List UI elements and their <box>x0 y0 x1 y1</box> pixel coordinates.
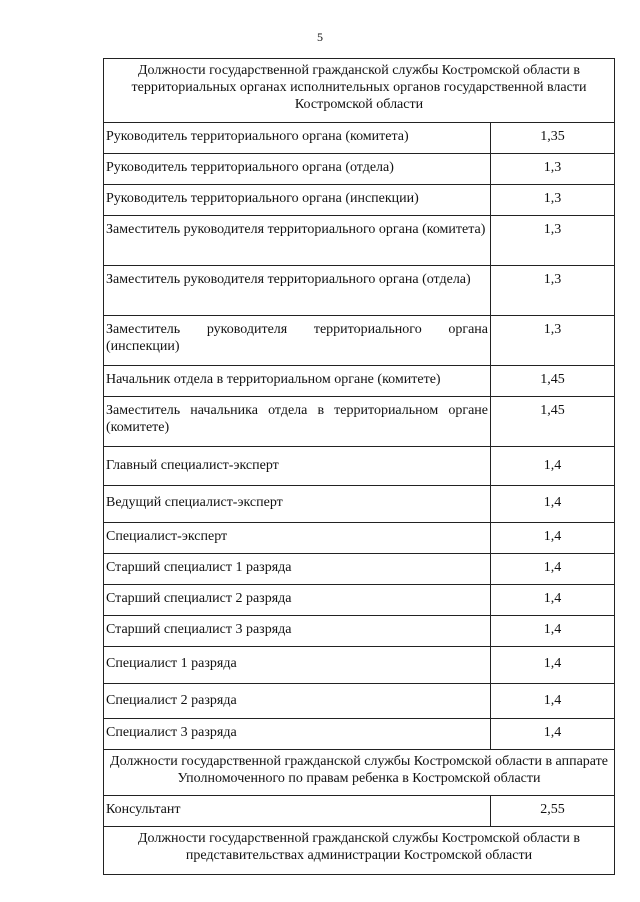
coefficient-value: 1,4 <box>491 554 615 585</box>
position-name: Старший специалист 1 разряда <box>104 554 491 585</box>
position-name: Специалист 1 разряда <box>104 647 491 684</box>
position-name: Консультант <box>104 796 491 827</box>
position-name: Начальник отдела в территориальном органе (комитете) <box>104 366 491 397</box>
position-name: Заместитель руководителя территориального органа (комитета) <box>104 216 491 266</box>
section-header: Должности государственной гражданской службы Костромской области в аппарате Уполномоченного по правам ребенка в Костромской области <box>104 750 615 796</box>
coefficient-value: 1,3 <box>491 185 615 216</box>
coefficient-value: 1,4 <box>491 647 615 684</box>
coefficient-value: 1,3 <box>491 266 615 316</box>
coefficient-value: 1,45 <box>491 397 615 447</box>
coefficient-value: 1,4 <box>491 523 615 554</box>
table-row <box>104 366 615 397</box>
coefficient-value: 1,4 <box>491 486 615 523</box>
table-row <box>104 216 615 266</box>
table-row <box>104 684 615 719</box>
table-row <box>104 123 615 154</box>
table-row <box>104 554 615 585</box>
section-header-row <box>104 750 615 796</box>
position-name: Старший специалист 2 разряда <box>104 585 491 616</box>
table-row <box>104 397 615 447</box>
coefficient-value: 2,55 <box>491 796 615 827</box>
position-name: Заместитель руководителя территориального органа (инспекции) <box>104 316 491 366</box>
coefficient-value: 1,4 <box>491 616 615 647</box>
position-name: Специалист 2 разряда <box>104 684 491 719</box>
table-row <box>104 266 615 316</box>
coefficient-value: 1,3 <box>491 154 615 185</box>
coefficient-value: 1,3 <box>491 316 615 366</box>
page-number: 5 <box>317 30 323 44</box>
coefficient-value: 1,4 <box>491 719 615 750</box>
table-row <box>104 154 615 185</box>
coefficient-value: 1,3 <box>491 216 615 266</box>
positions-table <box>103 58 615 875</box>
coefficient-value: 1,4 <box>491 585 615 616</box>
table-row <box>104 647 615 684</box>
table-row <box>104 796 615 827</box>
position-name: Руководитель территориального органа (инспекции) <box>104 185 491 216</box>
position-name: Старший специалист 3 разряда <box>104 616 491 647</box>
position-name: Заместитель руководителя территориального органа (отдела) <box>104 266 491 316</box>
coefficient-value: 1,4 <box>491 684 615 719</box>
coefficient-value: 1,4 <box>491 447 615 486</box>
coefficient-value: 1,35 <box>491 123 615 154</box>
table-row <box>104 185 615 216</box>
table-row <box>104 585 615 616</box>
position-name: Специалист 3 разряда <box>104 719 491 750</box>
position-name: Специалист-эксперт <box>104 523 491 554</box>
position-name: Главный специалист-эксперт <box>104 447 491 486</box>
position-name: Руководитель территориального органа (комитета) <box>104 123 491 154</box>
table-row <box>104 523 615 554</box>
table-row <box>104 719 615 750</box>
table-row <box>104 447 615 486</box>
table-row <box>104 316 615 366</box>
position-name: Руководитель территориального органа (отдела) <box>104 154 491 185</box>
section-header: Должности государственной гражданской службы Костромской области в территориальных органах исполнительных органов государственной власти Костромской области <box>104 59 615 123</box>
table-row <box>104 616 615 647</box>
position-name: Ведущий специалист-эксперт <box>104 486 491 523</box>
coefficient-value: 1,45 <box>491 366 615 397</box>
section-header-row <box>104 827 615 875</box>
position-name: Заместитель начальника отдела в территориальном органе (комитете) <box>104 397 491 447</box>
table-row <box>104 486 615 523</box>
section-header-row <box>104 59 615 123</box>
section-header: Должности государственной гражданской службы Костромской области в представительствах администрации Костромской области <box>104 827 615 875</box>
